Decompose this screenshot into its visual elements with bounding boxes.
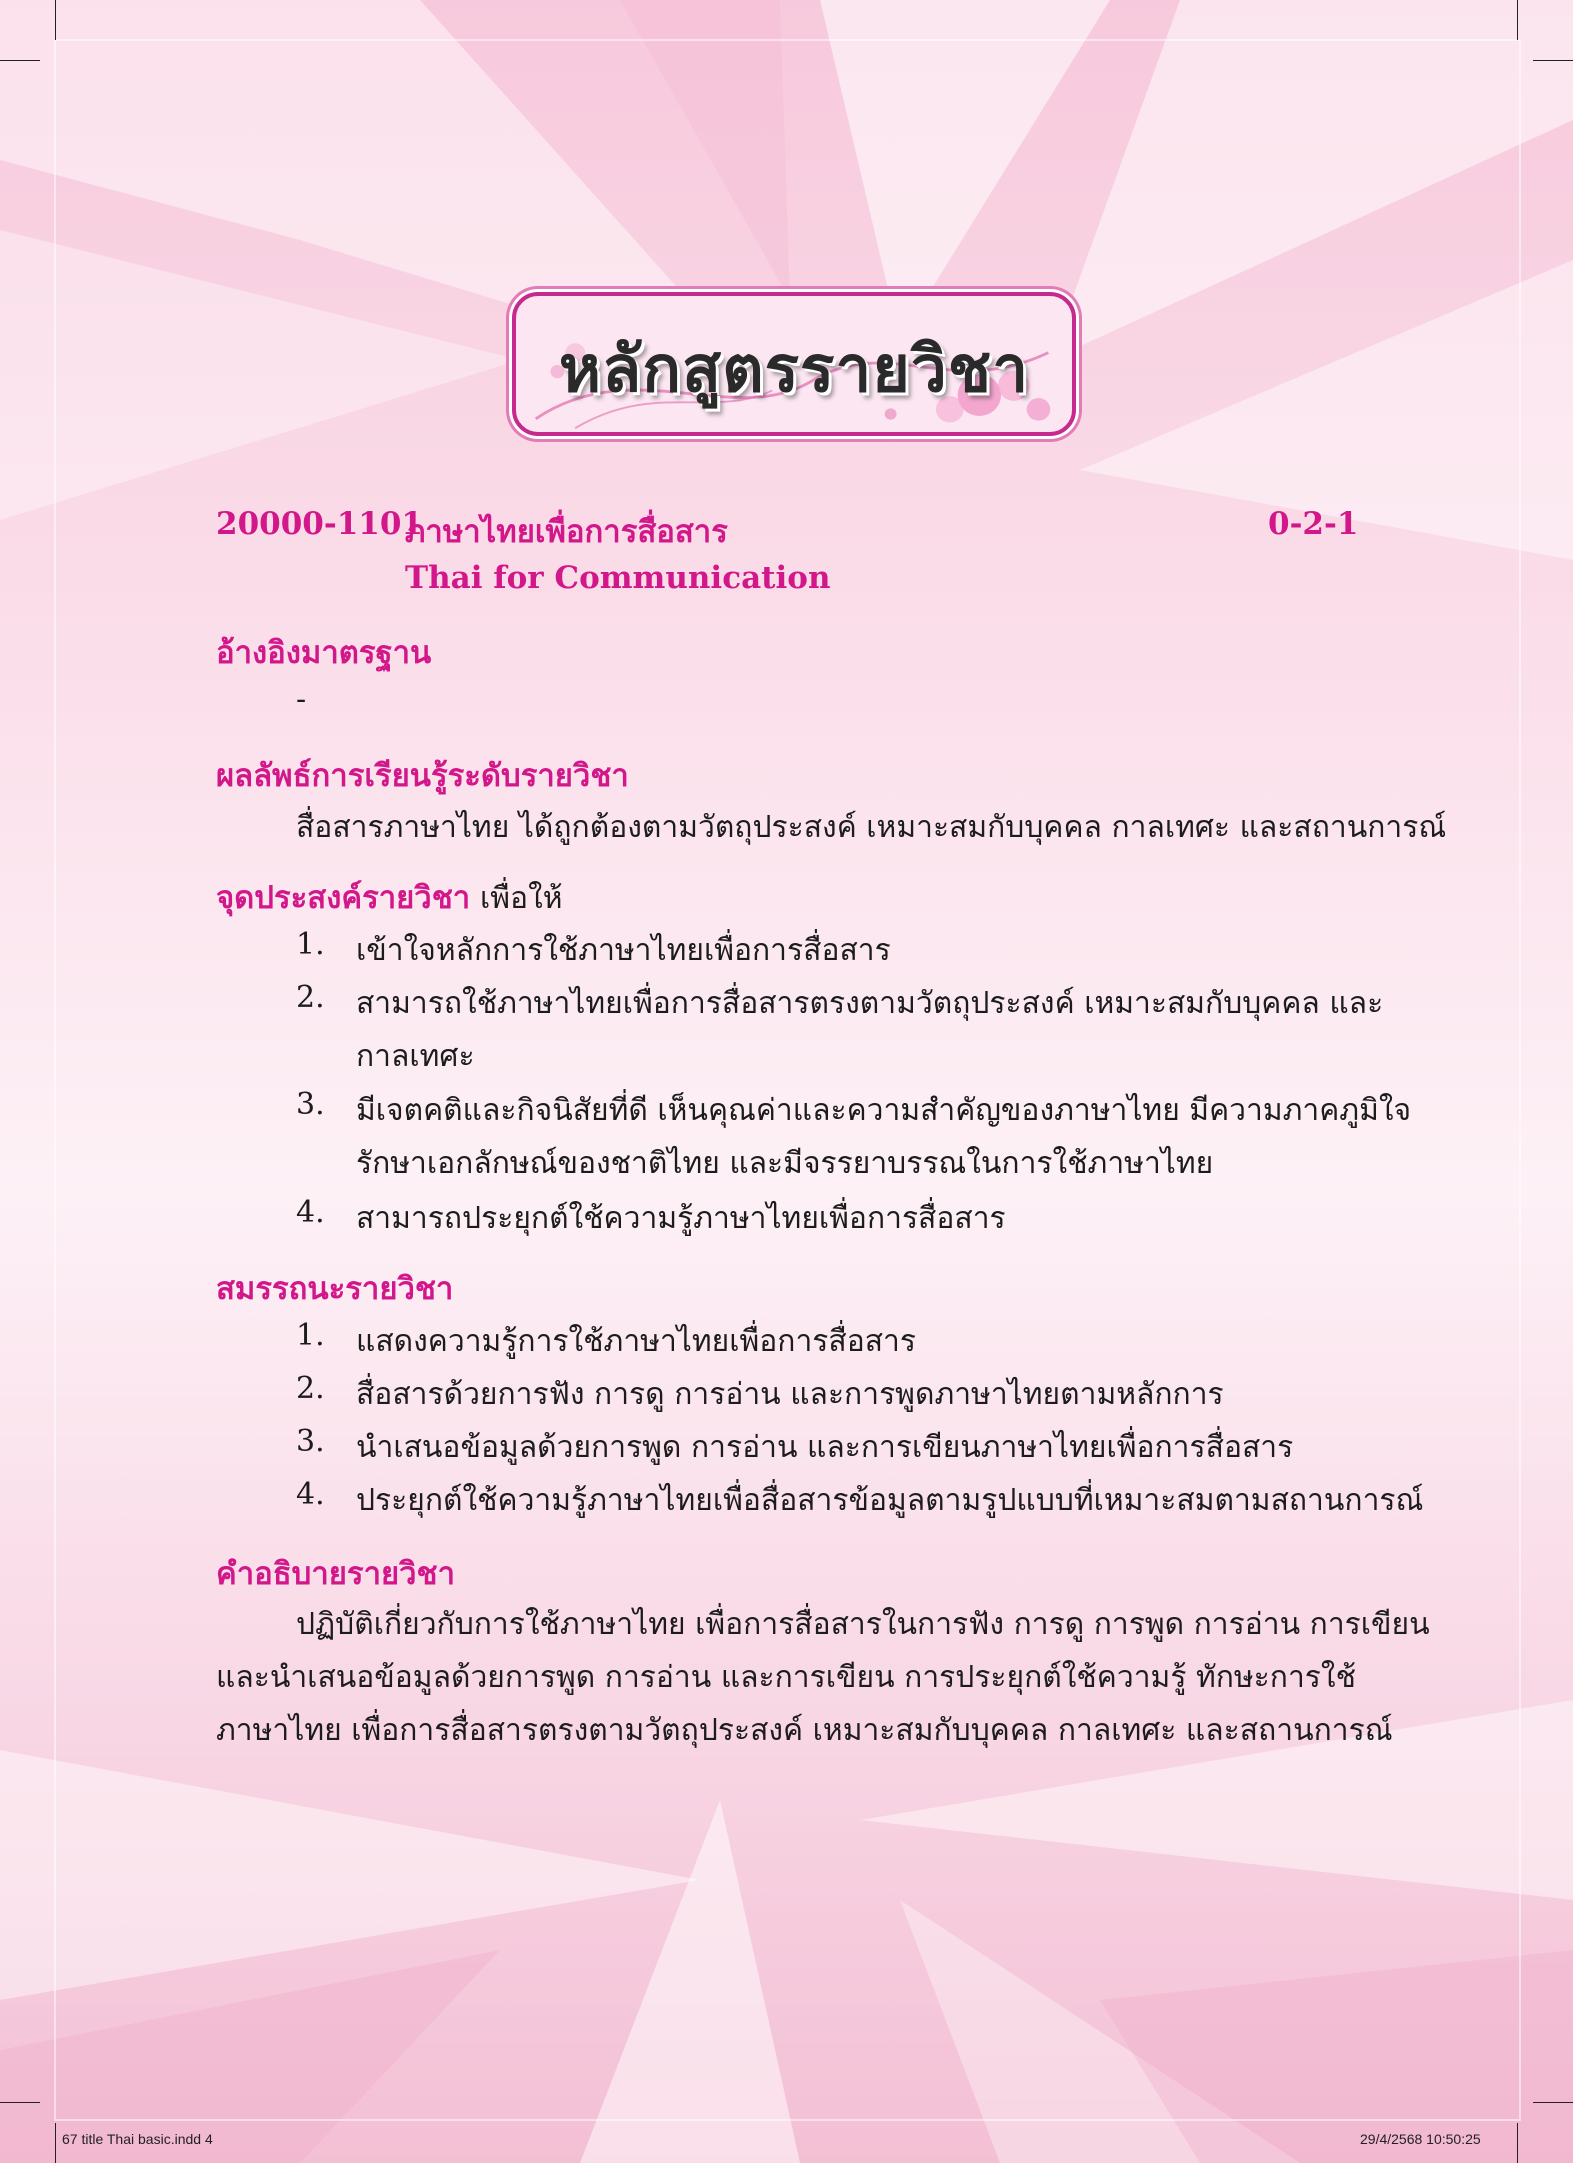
standards-heading: อ้างอิงมาตรฐาน xyxy=(216,635,432,671)
description-line: ปฏิบัติเกี่ยวกับการใช้ภาษาไทย เพื่อการสื่อสารในการฟัง การดู การพูด การอ่าน การเขียน xyxy=(296,1607,1430,1642)
objective-text: เข้าใจหลักการใช้ภาษาไทยเพื่อการสื่อสาร xyxy=(356,933,891,968)
crop-mark xyxy=(55,0,56,40)
crop-mark xyxy=(1517,0,1518,40)
competency-text: ประยุกต์ใช้ความรู้ภาษาไทยเพื่อสื่อสารข้อมูลตามรูปแบบที่เหมาะสมตามสถานการณ์ xyxy=(356,1483,1424,1518)
objectives-suffix: เพื่อให้ xyxy=(480,881,563,916)
course-credits: 0-2-1 xyxy=(1268,506,1359,542)
standards-value: - xyxy=(296,682,307,717)
competencies-heading: สมรรถนะรายวิชา xyxy=(216,1271,454,1307)
crop-mark xyxy=(55,2123,56,2163)
objective-number: 1. xyxy=(296,927,325,962)
competency-number: 4. xyxy=(296,1477,325,1512)
competency-text: แสดงความรู้การใช้ภาษาไทยเพื่อการสื่อสาร xyxy=(356,1324,917,1359)
objective-text-continued: กาลเทศะ xyxy=(356,1039,475,1074)
objective-text: สามารถประยุกต์ใช้ความรู้ภาษาไทยเพื่อการสื่อสาร xyxy=(356,1201,1006,1236)
competency-text: นำเสนอข้อมูลด้วยการพูด การอ่าน และการเขียนภาษาไทยเพื่อการสื่อสาร xyxy=(356,1430,1294,1465)
description-line: ภาษาไทย เพื่อการสื่อสารตรงตามวัตถุประสงค์ เหมาะสมกับบุคคล กาลเทศะ และสถานการณ์ xyxy=(216,1713,1393,1748)
objectives-heading: จุดประสงค์รายวิชา xyxy=(216,880,471,916)
objective-text-continued: รักษาเอกลักษณ์ของชาติไทย และมีจรรยาบรรณในการใช้ภาษาไทย xyxy=(356,1146,1214,1181)
outcomes-heading: ผลลัพธ์การเรียนรู้ระดับรายวิชา xyxy=(216,758,629,794)
objective-number: 2. xyxy=(296,980,325,1015)
crop-mark xyxy=(1533,60,1573,61)
course-name-en: Thai for Communication xyxy=(405,560,831,596)
competency-number: 1. xyxy=(296,1318,325,1353)
objectives-heading-line xyxy=(216,872,563,922)
crop-mark xyxy=(1533,2102,1573,2103)
page-title: หลักสูตรรายวิชา xyxy=(558,333,1030,407)
course-code: 20000-1101 xyxy=(216,506,423,542)
objective-number: 3. xyxy=(296,1087,325,1122)
description-heading: คำอธิบายรายวิชา xyxy=(216,1556,456,1592)
competency-number: 2. xyxy=(296,1371,325,1406)
objective-text: สามารถใช้ภาษาไทยเพื่อการสื่อสารตรงตามวัตถุประสงค์ เหมาะสมกับบุคคล และ xyxy=(356,986,1384,1021)
slug-filename: 67 title Thai basic.indd 4 xyxy=(62,2131,213,2147)
crop-mark xyxy=(0,2102,40,2103)
description-line: และนำเสนอข้อมูลด้วยการพูด การอ่าน และการเขียน การประยุกต์ใช้ความรู้ ทักษะการใช้ xyxy=(216,1660,1356,1695)
competency-number: 3. xyxy=(296,1424,325,1459)
outcomes-text: สื่อสารภาษาไทย ได้ถูกต้องตามวัตถุประสงค์ เหมาะสมกับบุคคล กาลเทศะ และสถานการณ์ xyxy=(296,810,1447,845)
crop-mark xyxy=(1517,2123,1518,2163)
competency-text: สื่อสารด้วยการฟัง การดู การอ่าน และการพูดภาษาไทยตามหลักการ xyxy=(356,1377,1224,1412)
objective-number: 4. xyxy=(296,1195,325,1230)
objective-text: มีเจตคติและกิจนิสัยที่ดี เห็นคุณค่าและความสำคัญของภาษาไทย มีความภาคภูมิใจ xyxy=(356,1093,1412,1128)
crop-mark xyxy=(0,60,40,61)
slug-datetime: 29/4/2568 10:50:25 xyxy=(1360,2131,1481,2147)
title-banner xyxy=(512,292,1076,436)
course-name-th: ภาษาไทยเพื่อการสื่อสาร xyxy=(405,514,728,550)
